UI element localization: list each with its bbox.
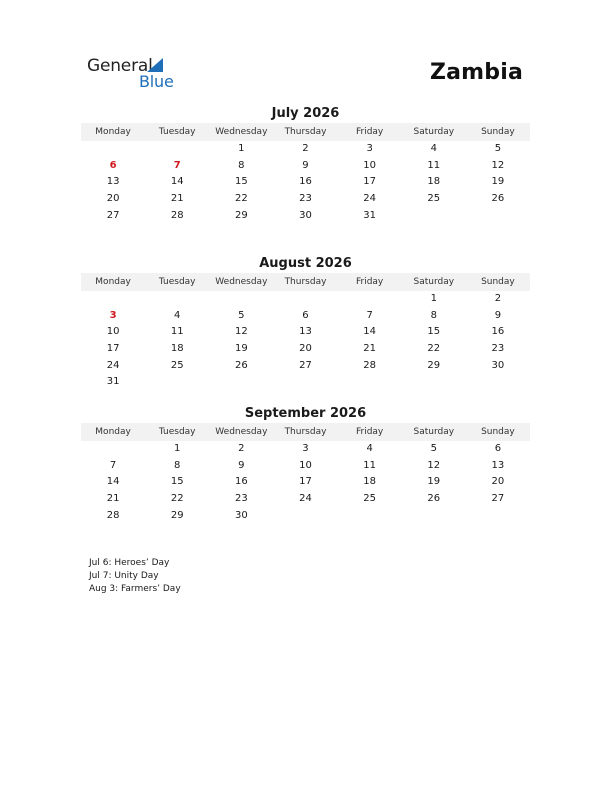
date-cell: 13 — [491, 459, 505, 471]
date-cell: 25 — [170, 359, 184, 371]
date-cell: 14 — [170, 176, 184, 188]
date-cell: 10 — [106, 326, 120, 338]
empty-cell — [81, 141, 145, 158]
date-cell: 11 — [427, 159, 441, 171]
date-cell: 19 — [234, 343, 248, 355]
date-cell: 27 — [299, 359, 312, 371]
week-row — [81, 374, 530, 391]
date-cell: 22 — [170, 493, 184, 505]
weekday-label: Tuesday — [158, 277, 196, 287]
date-cell: 30 — [491, 359, 505, 371]
month-grid — [81, 141, 530, 224]
date-cell: 24 — [299, 493, 312, 505]
empty-cell — [209, 291, 273, 308]
date-cell: 6 — [302, 309, 309, 321]
date-cell: 18 — [427, 176, 441, 188]
date-cell: 1 — [430, 293, 437, 304]
date-cell: 30 — [299, 209, 312, 221]
week-row — [81, 291, 530, 308]
logo-text-blue: Blue — [139, 72, 174, 91]
weekday-label: Thursday — [284, 277, 327, 287]
date-cell: 21 — [170, 193, 184, 205]
date-cell: 23 — [299, 193, 312, 205]
date-cell: 13 — [299, 326, 312, 338]
date-cell: 29 — [234, 209, 248, 221]
date-cell: 20 — [106, 193, 120, 205]
weekday-label: Monday — [95, 277, 131, 287]
date-cell: 22 — [234, 193, 248, 205]
weekday-label: Thursday — [284, 127, 327, 137]
date-cell: 29 — [427, 359, 441, 371]
date-cell: 28 — [363, 359, 376, 371]
logo-triangle-icon — [147, 58, 163, 72]
weekday-label: Wednesday — [215, 127, 268, 137]
weekday-label: Friday — [355, 127, 384, 137]
month-title: July 2026 — [271, 106, 340, 121]
date-cell: 19 — [491, 176, 505, 188]
date-cell: 26 — [491, 193, 505, 205]
date-cell: 8 — [238, 159, 245, 171]
date-cell: 19 — [427, 476, 441, 488]
date-cell: 9 — [302, 159, 309, 171]
weekday-label: Sunday — [481, 427, 515, 437]
date-cell: 1 — [238, 143, 245, 154]
date-cell: 18 — [170, 343, 184, 355]
weekday-label: Sunday — [481, 127, 515, 137]
month-title: September 2026 — [244, 406, 367, 421]
weekday-label: Wednesday — [215, 427, 268, 437]
empty-cell — [338, 374, 402, 391]
date-cell: 2 — [238, 443, 245, 454]
date-cell: 7 — [109, 459, 117, 471]
date-cell: 21 — [106, 493, 120, 505]
date-cell: 15 — [234, 176, 248, 188]
date-cell: 31 — [363, 209, 376, 221]
date-cell: 12 — [491, 159, 505, 171]
date-cell: 7 — [366, 309, 373, 321]
empty-cell — [145, 141, 209, 158]
week-row — [81, 491, 530, 508]
empty-cell — [402, 208, 466, 225]
weekday-label: Tuesday — [158, 127, 196, 137]
empty-cell — [81, 291, 145, 308]
empty-cell — [273, 374, 337, 391]
date-cell: 5 — [430, 443, 437, 454]
date-cell: 6 — [494, 443, 502, 454]
week-row — [81, 208, 530, 225]
date-cell: 23 — [491, 343, 505, 355]
empty-cell — [466, 374, 530, 391]
month-grid — [81, 441, 530, 524]
week-row — [81, 441, 530, 458]
date-cell: 31 — [106, 376, 120, 388]
date-cell: 24 — [106, 359, 120, 371]
empty-cell — [338, 508, 402, 525]
date-cell: 5 — [494, 143, 502, 154]
date-cell: 12 — [427, 459, 441, 471]
holiday-date-cell: 6 — [109, 159, 117, 171]
week-row — [81, 191, 530, 208]
week-row — [81, 474, 530, 491]
date-cell: 24 — [363, 193, 376, 205]
empty-cell — [338, 291, 402, 308]
date-cell: 9 — [494, 309, 502, 321]
date-cell: 25 — [427, 193, 441, 205]
date-cell: 18 — [363, 476, 376, 488]
date-cell: 2 — [302, 143, 309, 154]
empty-cell — [145, 291, 209, 308]
date-cell: 20 — [491, 476, 505, 488]
date-cell: 10 — [363, 159, 376, 171]
date-cell: 12 — [234, 326, 248, 338]
holiday-date-cell: 3 — [109, 309, 117, 321]
weekday-label: Tuesday — [158, 427, 196, 437]
month-september — [81, 405, 530, 524]
empty-cell — [402, 374, 466, 391]
date-cell: 9 — [238, 459, 245, 471]
week-row — [81, 308, 530, 325]
date-cell: 11 — [170, 326, 184, 338]
country-title: Zambia — [429, 60, 523, 85]
logo-text-general: General — [87, 56, 153, 76]
date-cell: 3 — [366, 143, 373, 154]
date-cell: 28 — [106, 509, 120, 521]
week-row — [81, 324, 530, 341]
date-cell: 11 — [363, 459, 376, 471]
weekday-label: Monday — [95, 427, 131, 437]
weekday-label: Friday — [355, 277, 384, 287]
date-cell: 21 — [363, 343, 376, 355]
date-cell: 14 — [363, 326, 376, 338]
date-cell: 27 — [106, 209, 120, 221]
date-cell: 20 — [299, 343, 312, 355]
date-cell: 4 — [174, 309, 181, 321]
holiday-note: Jul 6: Heroes’ Day — [89, 558, 170, 568]
weekday-label: Friday — [355, 427, 384, 437]
week-row — [81, 508, 530, 525]
weekday-label: Thursday — [284, 427, 327, 437]
date-cell: 1 — [174, 443, 181, 454]
week-row — [81, 158, 530, 175]
brand-logo — [87, 56, 187, 92]
date-cell: 10 — [299, 459, 312, 471]
empty-cell — [402, 508, 466, 525]
date-cell: 23 — [234, 493, 248, 505]
weekday-label: Wednesday — [215, 277, 268, 287]
date-cell: 27 — [491, 493, 505, 505]
empty-cell — [81, 441, 145, 458]
date-cell: 17 — [363, 176, 376, 188]
week-row — [81, 458, 530, 475]
date-cell: 16 — [299, 176, 312, 188]
weekday-header — [81, 423, 530, 441]
week-row — [81, 358, 530, 375]
month-grid — [81, 291, 530, 391]
date-cell: 17 — [106, 343, 120, 355]
week-row — [81, 341, 530, 358]
empty-cell — [466, 208, 530, 225]
date-cell: 5 — [238, 309, 245, 321]
date-cell: 15 — [427, 326, 441, 338]
date-cell: 15 — [170, 476, 184, 488]
date-cell: 22 — [427, 343, 441, 355]
date-cell: 30 — [234, 509, 248, 521]
date-cell: 17 — [299, 476, 312, 488]
date-cell: 26 — [234, 359, 248, 371]
date-cell: 26 — [427, 493, 441, 505]
empty-cell — [273, 291, 337, 308]
empty-cell — [273, 508, 337, 525]
holiday-date-cell: 7 — [173, 159, 181, 171]
date-cell: 16 — [491, 326, 505, 338]
week-row — [81, 141, 530, 158]
date-cell: 8 — [174, 459, 181, 471]
date-cell: 14 — [106, 476, 120, 488]
holiday-notes — [89, 557, 181, 596]
holiday-note: Aug 3: Farmers’ Day — [89, 584, 181, 594]
weekday-label: Saturday — [413, 127, 455, 137]
date-cell: 2 — [494, 293, 502, 304]
date-cell: 3 — [302, 443, 309, 454]
month-title: August 2026 — [259, 256, 352, 271]
date-cell: 4 — [366, 443, 373, 454]
date-cell: 29 — [170, 509, 184, 521]
date-cell: 25 — [363, 493, 376, 505]
empty-cell — [466, 508, 530, 525]
empty-cell — [209, 374, 273, 391]
date-cell: 4 — [430, 143, 437, 154]
month-july — [81, 105, 530, 224]
holiday-note: Jul 7: Unity Day — [89, 571, 159, 581]
weekday-label: Saturday — [413, 277, 455, 287]
weekday-label: Saturday — [413, 427, 455, 437]
week-row — [81, 174, 530, 191]
date-cell: 28 — [170, 209, 184, 221]
date-cell: 8 — [430, 309, 437, 321]
weekday-label: Monday — [95, 127, 131, 137]
empty-cell — [145, 374, 209, 391]
weekday-header — [81, 123, 530, 141]
date-cell: 13 — [106, 176, 120, 188]
weekday-header — [81, 273, 530, 291]
month-august — [81, 255, 530, 391]
date-cell: 16 — [234, 476, 248, 488]
weekday-label: Sunday — [481, 277, 515, 287]
